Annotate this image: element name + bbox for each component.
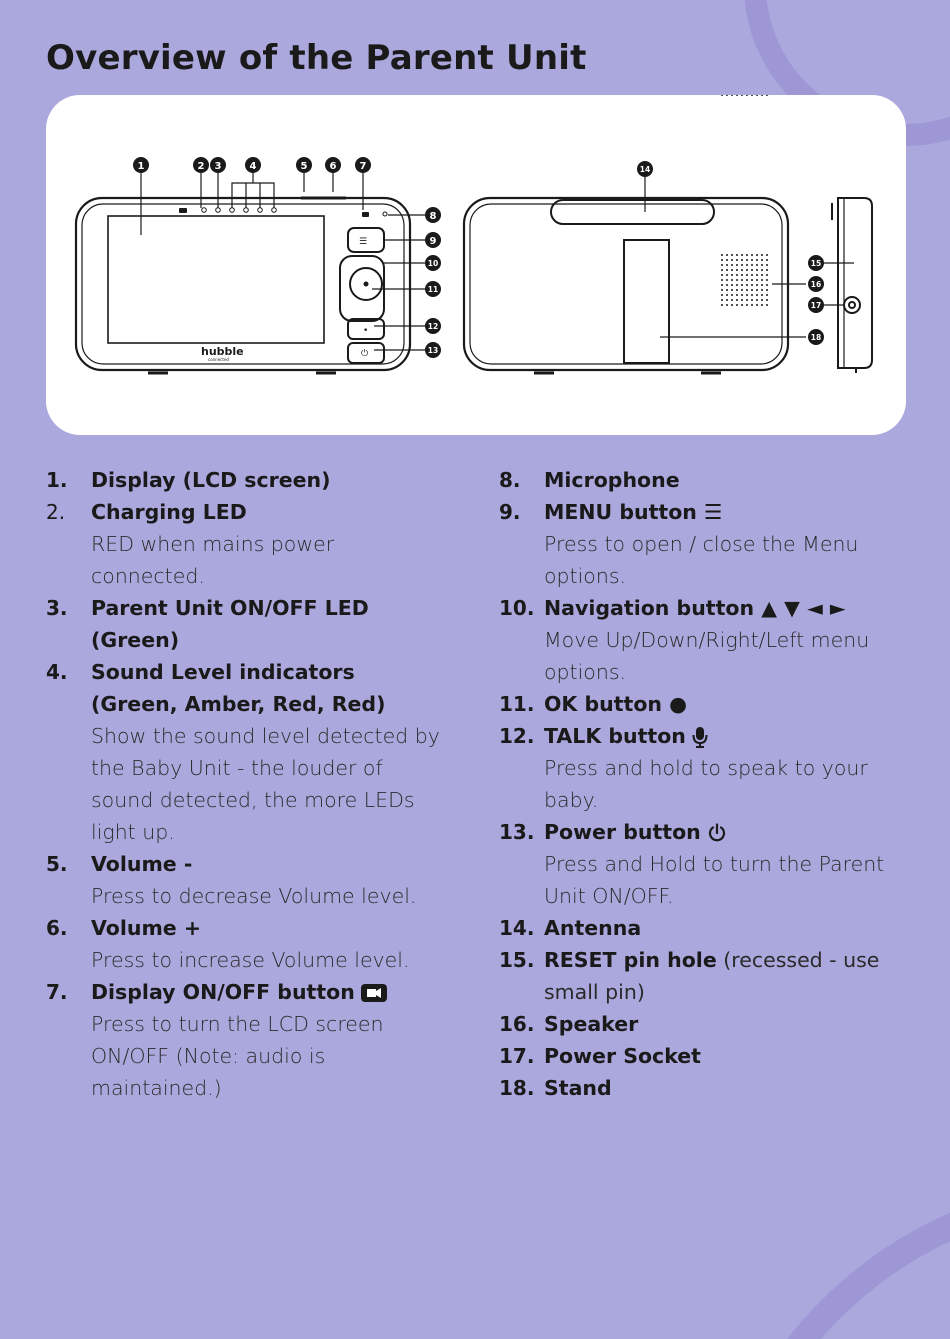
item-number: 8. <box>499 468 521 492</box>
item-title: MENU button ☰ <box>544 500 723 524</box>
callout-14 <box>637 161 653 177</box>
item-title: Antenna <box>544 916 642 940</box>
callout-11 <box>425 281 441 297</box>
callout-17 <box>808 297 824 313</box>
item-title: OK button ● <box>544 692 688 716</box>
item-number: 18. <box>499 1076 535 1100</box>
side-view <box>832 198 872 373</box>
item-description: RED when mains power connected. <box>91 532 335 588</box>
item-title: Microphone <box>544 468 680 492</box>
back-view <box>464 198 788 373</box>
item-title: Speaker <box>544 1012 639 1036</box>
page-title: Overview of the Parent Unit <box>46 38 587 78</box>
item-title: Volume + <box>91 916 202 940</box>
item-description: Press to increase Volume level. <box>91 948 410 972</box>
svg-text:2: 2 <box>197 161 205 172</box>
list-item <box>499 912 909 944</box>
item-number: 1. <box>46 468 68 492</box>
item-title: Volume - <box>91 852 193 876</box>
item-number: 16. <box>499 1012 535 1036</box>
callout-16 <box>808 276 824 292</box>
svg-text:17: 17 <box>810 301 822 310</box>
list-item <box>499 496 909 592</box>
callout-2 <box>193 157 209 173</box>
list-item <box>46 848 446 912</box>
list-item <box>46 592 446 656</box>
svg-text:1: 1 <box>137 161 145 172</box>
svg-text:7: 7 <box>359 161 367 172</box>
svg-text:3: 3 <box>214 161 222 172</box>
parent-unit-diagram <box>46 95 906 435</box>
item-title: Power Socket <box>544 1044 701 1068</box>
list-item <box>46 496 446 592</box>
list-item <box>499 1072 909 1104</box>
item-number: 5. <box>46 852 68 876</box>
item-title: Power button <box>544 820 701 844</box>
item-title: Stand <box>544 1076 612 1100</box>
list-item <box>46 656 446 848</box>
callout-13 <box>425 342 441 358</box>
svg-text:☰: ☰ <box>359 237 368 247</box>
item-number: 6. <box>46 916 68 940</box>
list-item <box>499 1008 909 1040</box>
item-number: 3. <box>46 596 68 620</box>
item-number: 7. <box>46 980 68 1004</box>
speaker-grille <box>721 95 768 306</box>
callout-6 <box>325 157 341 173</box>
device-diagram-panel <box>46 95 906 435</box>
callout-8 <box>425 207 441 223</box>
microphone-icon <box>692 726 708 748</box>
item-number: 2. <box>46 500 66 524</box>
item-number: 10. <box>499 596 535 620</box>
display-toggle-icon <box>361 984 387 1002</box>
item-description: Show the sound level detected by the Baby Unit - the louder of sound detected, the more LEDs light up. <box>91 724 440 844</box>
svg-text:10: 10 <box>427 259 439 268</box>
callout-1 <box>133 157 149 173</box>
svg-text:18: 18 <box>810 333 822 342</box>
svg-text:11: 11 <box>427 285 439 294</box>
item-title: Parent Unit ON/OFF LED (Green) <box>91 596 369 652</box>
list-item <box>499 592 909 688</box>
list-item <box>46 976 446 1104</box>
list-item <box>499 464 909 496</box>
item-description: Press to open / close the Menu options. <box>544 532 859 588</box>
item-number: 4. <box>46 660 68 684</box>
item-title: RESET pin hole <box>544 948 717 972</box>
svg-text:16: 16 <box>810 280 822 289</box>
device-logo-sub: connected <box>208 357 229 362</box>
parts-list-left <box>46 464 446 1104</box>
callout-4 <box>245 157 261 173</box>
svg-text:13: 13 <box>427 346 439 355</box>
list-item <box>46 912 446 976</box>
parts-list-right <box>499 464 909 1104</box>
svg-text:•: • <box>363 326 369 336</box>
item-title: Display ON/OFF button <box>91 980 355 1004</box>
item-description: Move Up/Down/Right/Left menu options. <box>544 628 870 684</box>
list-item <box>46 464 446 496</box>
item-number: 15. <box>499 948 535 972</box>
svg-text:⏻: ⏻ <box>361 349 369 359</box>
item-number: 12. <box>499 724 535 748</box>
callout-12 <box>425 318 441 334</box>
item-title: Sound Level indicators (Green, Amber, Red, Red) <box>91 660 386 716</box>
callout-10 <box>425 255 441 271</box>
item-description: Press to turn the LCD screen ON/OFF (Note: audio is maintained.) <box>91 1012 384 1100</box>
callout-18 <box>808 329 824 345</box>
svg-text:8: 8 <box>429 211 437 222</box>
list-item <box>499 688 909 720</box>
list-item <box>499 720 909 816</box>
svg-text:12: 12 <box>427 322 439 331</box>
power-icon <box>707 823 727 843</box>
item-title: Charging LED <box>91 500 247 524</box>
svg-text:5: 5 <box>300 161 308 172</box>
svg-text:6: 6 <box>329 161 337 172</box>
callout-5 <box>296 157 312 173</box>
item-title: Navigation button ▲ ▼ ◄ ► <box>544 596 846 620</box>
item-number: 9. <box>499 500 521 524</box>
svg-text:9: 9 <box>429 236 437 247</box>
list-item <box>499 816 909 912</box>
list-item <box>499 1040 909 1072</box>
callout-9 <box>425 232 441 248</box>
item-description: Press and hold to speak to your baby. <box>544 756 868 812</box>
svg-text:4: 4 <box>249 161 257 172</box>
svg-text:15: 15 <box>810 259 822 268</box>
callout-7 <box>355 157 371 173</box>
callout-15 <box>808 255 824 271</box>
svg-text:14: 14 <box>639 165 651 174</box>
item-number: 13. <box>499 820 535 844</box>
item-title-suffix: (recessed - use small pin) <box>544 948 880 1004</box>
item-description: Press to decrease Volume level. <box>91 884 417 908</box>
callout-3 <box>210 157 226 173</box>
item-title: TALK button <box>544 724 686 748</box>
device-logo: hubble <box>201 345 244 358</box>
item-title: Display (LCD screen) <box>91 468 331 492</box>
item-number: 14. <box>499 916 535 940</box>
item-number: 11. <box>499 692 535 716</box>
list-item <box>499 944 909 1008</box>
item-description: Press and Hold to turn the Parent Unit ON/OFF. <box>544 852 885 908</box>
item-number: 17. <box>499 1044 535 1068</box>
